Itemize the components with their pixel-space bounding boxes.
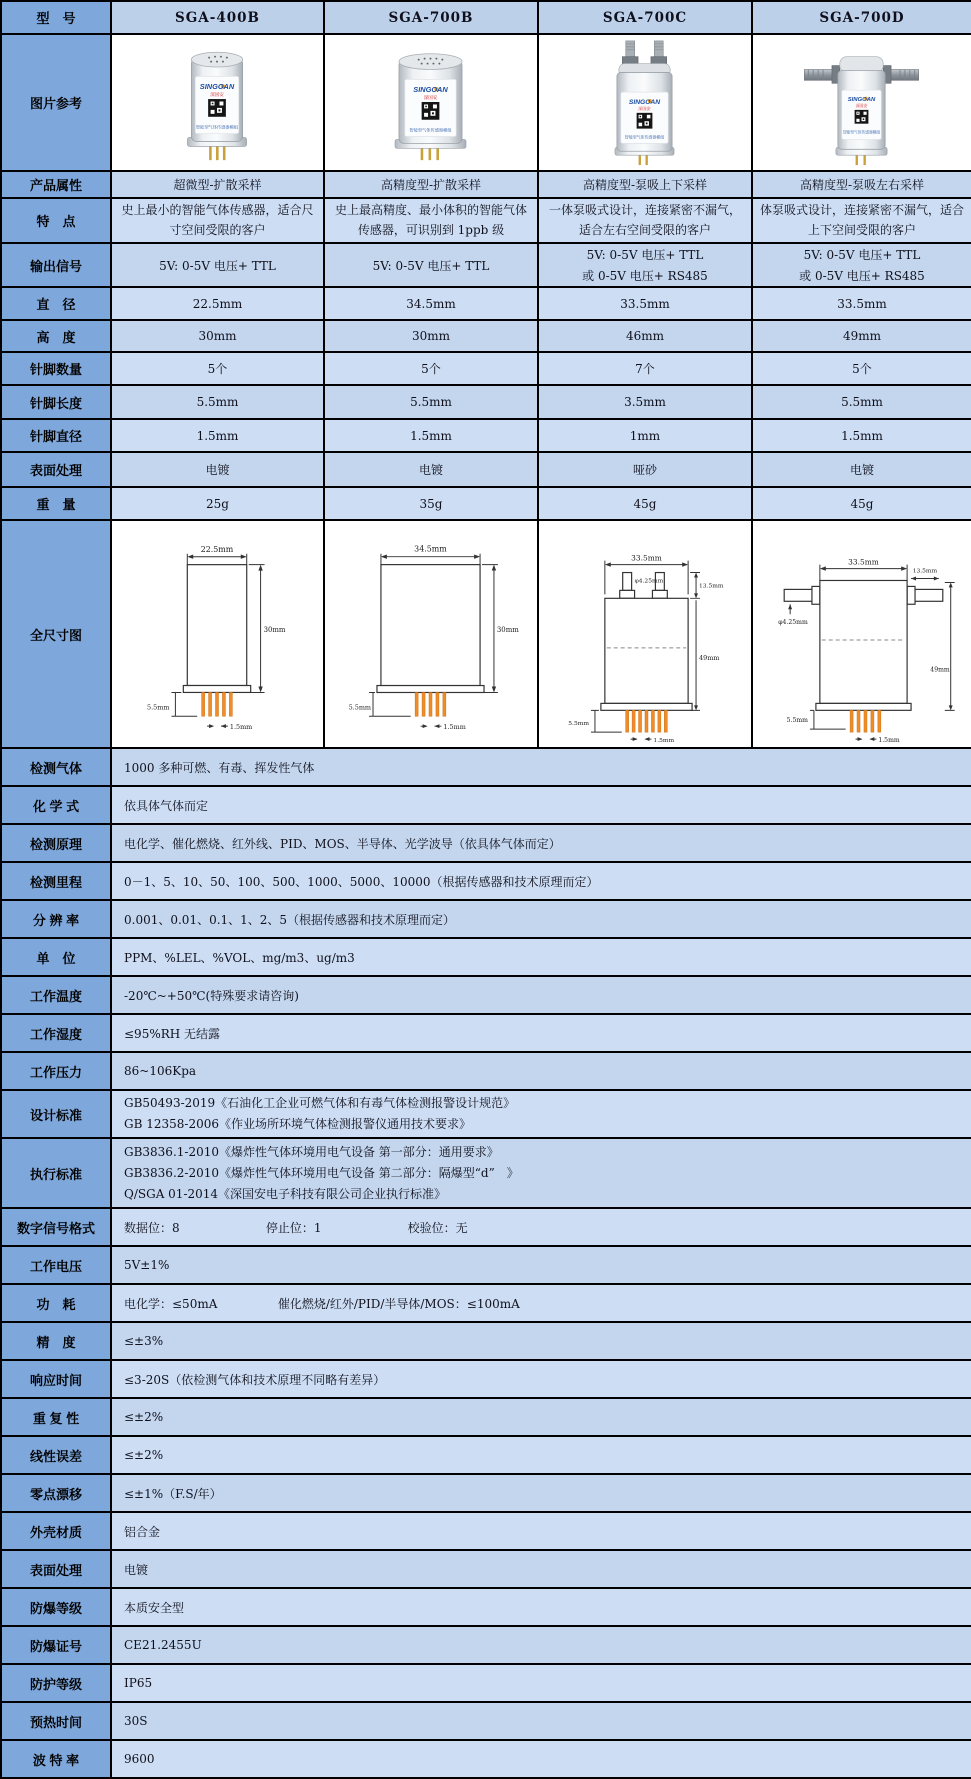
spec-value: PPM、%LEL、%VOL、mg/m3、ug/m3 [111,938,971,976]
cell [324,243,538,287]
dim-height: 49mm [699,653,720,662]
table-row-design-standard [1,1090,971,1138]
pin [664,710,667,732]
dim-tube-diameter: φ4.25mm [778,619,808,627]
qr-code-icon [637,113,653,129]
cell: 体泵吸式设计，连接紧密不漏气，适合上下空间受限的客户 [752,198,971,243]
cell: 1mm [538,419,752,452]
row-label: 检测原理 [1,824,111,862]
sensor-photo-sga-700b [325,35,537,170]
standard-line: GB50493-2019《石油化工企业可燃气体和有毒气体检测报警设计规范》 [124,1096,516,1110]
dimension-drawing-sga-700d [753,521,971,747]
table-row-resolution [1,900,971,938]
cell: 22.5mm [111,287,324,320]
cell: 33.5mm [538,287,752,320]
sensor-photo-sga-400b [112,35,323,170]
model-name-sga-700d: SGA-700D [752,1,971,34]
pin [857,710,860,732]
table-row-shell-material [1,1512,971,1550]
row-label: 执行标准 [1,1138,111,1208]
table-row-explosion-proof-grade [1,1588,971,1626]
pin [429,692,432,716]
dim-width: 33.5mm [631,553,662,563]
cell [111,243,324,287]
row-label: 防爆证号 [1,1626,111,1664]
pump-tube [622,41,638,65]
table-row-detection-range [1,862,971,900]
row-label: 重 复 性 [1,1398,111,1436]
spec-value: CE21.2455U [111,1626,971,1664]
photo-caption: 智能型气体传感器模组 [624,134,665,140]
pin [645,710,648,732]
row-label: 检测气体 [1,748,111,786]
pin [871,710,874,732]
dim-width: 34.5mm [414,544,447,554]
dim-height: 30mm [496,626,519,635]
row-label: 检测里程 [1,862,111,900]
row-label: 表面处理 [1,1550,111,1588]
pump-tube [804,66,839,84]
body-outline [381,565,480,686]
cell: 49mm [752,320,971,352]
dimension-drawing-sga-700c [539,521,751,747]
cell: 1.5mm [752,419,971,452]
dim-pin-diameter: 1.5mm [443,723,466,732]
row-label: 特 点 [1,198,111,243]
pump-tube-nut [620,590,635,598]
dimension-drawing-sga-700b [325,521,537,747]
signal-line: 5V: 0-5V 电压+ TTL [586,248,704,262]
table-row-features [1,198,971,243]
table-row-zero-drift [1,1474,971,1512]
brand-logo: SINGOAN [628,98,661,106]
cell: 7个 [538,352,752,385]
pin [632,710,635,732]
model-name-sga-700b: SGA-700B [324,1,538,34]
cell: 5个 [324,352,538,385]
spec-value: 30S [111,1702,971,1740]
dim-height: 49mm [930,666,950,674]
row-label: 直 径 [1,287,111,320]
cell: 超微型-扩散采样 [111,171,324,198]
table-row-chemical-formula [1,786,971,824]
row-label: 输出信号 [1,243,111,287]
row-label: 工作温度 [1,976,111,1014]
row-label: 外壳材质 [1,1512,111,1550]
table-row-response-time [1,1360,971,1398]
pin [216,692,219,716]
brand-logo: SINGOAN [199,82,235,92]
spec-value: -20℃~+50℃(特殊要求请咨询) [111,976,971,1014]
pin [639,710,642,732]
spec-value: ≤±2% [111,1398,971,1436]
row-label: 响应时间 [1,1360,111,1398]
row-label: 波 特 率 [1,1740,111,1778]
table-row-warmup-time [1,1702,971,1740]
model-name-sga-700c: SGA-700C [538,1,752,34]
pin [878,710,881,732]
qr-code-icon [208,99,226,117]
row-label: 针脚直径 [1,419,111,452]
pin [850,710,853,732]
cell: 3.5mm [538,385,752,419]
pump-tube-nut [652,590,667,598]
table-row-linearity-error [1,1436,971,1474]
table-row-working-voltage [1,1246,971,1284]
body-outline [605,598,688,703]
dim-pin-length: 5.5mm [568,720,589,728]
dim-pin-diameter: 1.5mm [229,723,253,732]
row-label: 工作电压 [1,1246,111,1284]
pin [443,692,446,716]
full-size-drawing-row [1,520,971,748]
photo-caption: 智能型气体传感器模组 [409,127,452,133]
qr-code-icon [422,102,440,120]
pin [222,692,225,716]
table-row-pin-length [1,385,971,419]
cell: 45g [538,487,752,520]
dim-width: 22.5mm [200,544,234,554]
spec-value: IP65 [111,1664,971,1702]
dim-pin-diameter: 1.5mm [653,737,675,745]
row-label: 针脚数量 [1,352,111,385]
signal-line: 或 0-5V 电压+ RS485 [582,269,708,283]
model-name-sga-400b: SGA-400B [111,1,324,34]
brand-cn: 深国安 [423,95,438,101]
standard-line: GB3836.2-2010《爆炸性气体环境用电气设备 第二部分：隔爆型“d” 》 [124,1165,519,1180]
body-outline [187,565,246,686]
standard-line: GB 12358-2006《作业场所环境气体检测报警仪通用技术要求》 [124,1117,471,1131]
pump-tube-outline [784,586,820,604]
brand-cn: 深国安 [210,92,224,98]
row-label: 功 耗 [1,1284,111,1322]
row-label: 预热时间 [1,1702,111,1740]
table-row-pin-count [1,352,971,385]
brand-logo: SINGOAN [847,97,876,104]
table-row-detected-gas [1,748,971,786]
dim-pin-length: 5.5mm [348,703,372,712]
table-row-surface-finish [1,452,971,487]
base-plate [601,703,692,710]
pump-tube [651,41,667,65]
spec-value: ≤±2% [111,1436,971,1474]
cell [538,243,752,287]
row-label: 防护等级 [1,1664,111,1702]
cell: 34.5mm [324,287,538,320]
spec-value: 0.001、0.01、0.1、1、2、5（根据传感器和技术原理而定） [111,900,971,938]
spec-value: 5V±1% [111,1246,971,1284]
photo-caption: 智能型气体传感器模组 [195,124,239,130]
dim-tube-height: 13.5mm [699,582,724,590]
spec-value: 1000 多种可燃、有毒、挥发性气体 [111,748,971,786]
sensor-photo-sga-700d [753,35,971,170]
sensor-photo-sga-700c [539,35,751,170]
spec-value: 电镀 [111,1550,971,1588]
row-label: 工作湿度 [1,1014,111,1052]
pump-tube-outline [907,586,943,604]
cell: 5.5mm [111,385,324,419]
spec-value [111,1138,971,1208]
body-outline [820,580,907,703]
cell: 30mm [324,320,538,352]
cell: 一体泵吸式设计，连接紧密不漏气，适合左右空间受限的客户 [538,198,752,243]
cell: 35g [324,487,538,520]
brand-cn: 深国安 [855,102,868,108]
dim-width: 33.5mm [848,557,879,567]
row-label: 设计标准 [1,1090,111,1138]
cell: 史上最小的智能气体传感器，适合尺寸空间受限的客户 [111,198,324,243]
dim-height: 30mm [263,626,286,635]
spec-value: ≤±3% [111,1322,971,1360]
pump-tube [883,66,918,84]
row-label: 精 度 [1,1322,111,1360]
standard-line: GB3836.1-2010《爆炸性气体环境用电气设备 第一部分：通用要求》 [124,1144,499,1159]
brand-logo: SINGOAN [413,85,448,95]
row-label: 零点漂移 [1,1474,111,1512]
spec-value [111,1208,971,1246]
table-row-working-humidity [1,1014,971,1052]
pin [202,692,205,716]
spec-value: 铝合金 [111,1512,971,1550]
cell: 5.5mm [752,385,971,419]
format-segment: 数据位：8 [124,1220,180,1235]
row-label: 工作压力 [1,1052,111,1090]
spec-value: 0－1、5、10、50、100、500、1000、5000、10000（根据传感器和技术原理而定） [111,862,971,900]
dimension-drawing-sga-400b [112,521,323,747]
dim-pin-length: 5.5mm [786,717,808,725]
row-label: 产品属性 [1,171,111,198]
sensor-top-grille [399,54,462,70]
standard-line: Q/SGA 01-2014《深国安电子科技有限公司企业执行标准》 [124,1186,447,1201]
cell: 哑砂 [538,452,752,487]
cell: 高精度型-扩散采样 [324,171,538,198]
signal-line: 5V: 0-5V 电压+ TTL [803,248,921,262]
table-row-baud-rate [1,1740,971,1778]
row-label: 高 度 [1,320,111,352]
table-row-repeatability [1,1398,971,1436]
dim-side-width: 13.5mm [912,567,938,575]
format-segment: 校验位：无 [407,1220,468,1235]
signal-line: 或 0-5V 电压+ RS485 [799,269,925,283]
row-label-photo: 图片参考 [1,34,111,171]
row-label: 重 量 [1,487,111,520]
row-label: 针脚长度 [1,385,111,419]
pin [651,710,654,732]
qr-code-icon [855,110,869,124]
table-row-digital-signal-format [1,1208,971,1246]
cell: 25g [111,487,324,520]
spec-value [111,1090,971,1138]
cell [752,243,971,287]
pin [436,692,439,716]
base-plate [816,703,911,710]
pin [415,692,418,716]
format-segment: 停止位：1 [265,1220,322,1235]
spec-value: 本质安全型 [111,1588,971,1626]
table-row-pin-diameter [1,419,971,452]
photo-caption: 智能型气体传感器模组 [842,130,881,135]
table-row-explosion-proof-cert [1,1626,971,1664]
photo-row [1,34,971,171]
table-row-diameter [1,287,971,320]
cell: 5个 [752,352,971,385]
pin [658,710,661,732]
pin [229,692,232,716]
table-row-surface-treatment [1,1550,971,1588]
cell: 5个 [111,352,324,385]
spec-value: ≤3-20S（依检测气体和技术原理不同略有差异） [111,1360,971,1398]
table-row-weight [1,487,971,520]
spec-value: 电化学、催化燃烧、红外线、PID、MOS、半导体、光学波导（依具体气体而定） [111,824,971,862]
cell: 高精度型-泵吸左右采样 [752,171,971,198]
dim-tube-diameter: φ4.25mm [634,577,664,585]
row-label: 数字信号格式 [1,1208,111,1246]
table-row-execution-standard [1,1138,971,1208]
table-row-product-attribute [1,171,971,198]
signal-line: 5V: 0-5V 电压+ TTL [159,258,276,273]
sensor-top-grille [191,52,242,67]
cell: 史上最高精度、最小体积的智能气体传感器，可识别到 1ppb 级 [324,198,538,243]
table-row-protection-grade [1,1664,971,1702]
spec-value: 依具体气体而定 [111,786,971,824]
table-row-height [1,320,971,352]
signal-line: 5V: 0-5V 电压+ TTL [372,258,490,273]
table-row-unit [1,938,971,976]
row-label: 表面处理 [1,452,111,487]
cell: 30mm [111,320,324,352]
row-label: 单 位 [1,938,111,976]
table-row-working-pressure [1,1052,971,1090]
power-segment: 催化燃烧/红外/PID/半导体/MOS：≤100mA [277,1296,520,1311]
row-label: 线性误差 [1,1436,111,1474]
pin [209,692,212,716]
pin [626,710,629,732]
cell: 5.5mm [324,385,538,419]
table-row-detection-principle [1,824,971,862]
base-plate [377,686,484,693]
pin [422,692,425,716]
cell: 33.5mm [752,287,971,320]
spec-value [111,1284,971,1322]
pin [864,710,867,732]
cell: 46mm [538,320,752,352]
dim-pin-length: 5.5mm [147,703,170,712]
spec-value: 9600 [111,1740,971,1778]
table-row-accuracy [1,1322,971,1360]
table-row-working-temperature [1,976,971,1014]
cell: 电镀 [324,452,538,487]
cell: 电镀 [752,452,971,487]
spec-value: ≤±1%（F.S/年） [111,1474,971,1512]
dim-pin-diameter: 1.5mm [878,737,900,745]
cell: 高精度型-泵吸上下采样 [538,171,752,198]
power-segment: 电化学：≤50mA [124,1296,218,1311]
cell: 45g [752,487,971,520]
table-row-power-consumption [1,1284,971,1322]
brand-cn: 深国安 [638,105,651,111]
cell: 1.5mm [111,419,324,452]
spec-value: 86~106Kpa [111,1052,971,1090]
row-label: 分 辨 率 [1,900,111,938]
spec-value: ≤95%RH 无结露 [111,1014,971,1052]
row-label: 化 学 式 [1,786,111,824]
cell: 电镀 [111,452,324,487]
table-row-output-signal [1,243,971,287]
row-label: 防爆等级 [1,1588,111,1626]
row-label-fullsize: 全尺寸图 [1,520,111,748]
cell: 1.5mm [324,419,538,452]
row-label-model: 型 号 [1,1,111,34]
model-header-row [1,1,971,34]
pump-tube-outline [623,573,632,591]
base-plate [183,686,250,693]
